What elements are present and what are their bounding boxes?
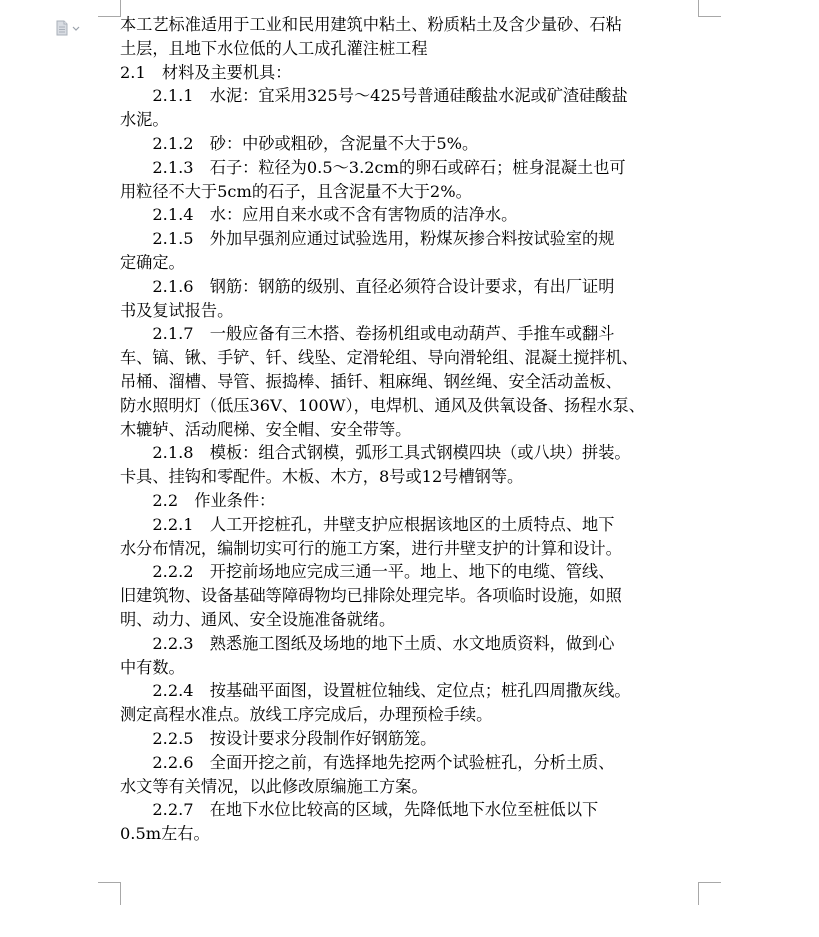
text-line: 测定高程水准点。放线工序完成后，办理预检手续。	[120, 705, 493, 725]
text-line: 用粒径不大于5cm的石子，且含泥量不大于2%。	[120, 181, 472, 201]
text-line: 水分布情况，编制切实可行的施工方案，进行井壁支护的计算和设计。	[120, 538, 622, 558]
text-line: 明、动力、通风、安全设施准备就绪。	[120, 609, 396, 629]
text-line: 2.1.3 石子：粒径为0.5～3.2cm的卵石或碎石；桩身混凝土也可	[120, 157, 626, 177]
text-line: 2.1.4 水：应用自来水或不含有害物质的洁净水。	[120, 205, 518, 225]
text-line: 2.1.1 水泥：宜采用325号～425号普通硅酸盐水泥或矿渣硅酸盐	[120, 86, 628, 106]
margin-corner-bottom-right	[698, 882, 721, 905]
document-icon	[56, 20, 82, 36]
text-line: 水文等有关情况，以此修改原编施工方案。	[120, 776, 428, 796]
text-line: 2.2.5 按设计要求分段制作好钢筋笼。	[120, 728, 437, 748]
paragraph-menu-button[interactable]	[56, 20, 82, 36]
text-line: 2.2.3 熟悉施工图纸及场地的地下土质、水文地质资料，做到心	[120, 633, 615, 653]
margin-corner-top-right	[698, 0, 721, 17]
document-text-body[interactable]	[120, 13, 700, 846]
text-line: 2.2.7 在地下水位比较高的区域，先降低地下水位至桩低以下	[120, 800, 599, 820]
text-line: 2.2.6 全面开挖之前，有选择地先挖两个试验桩孔，分析土质、	[120, 752, 615, 772]
text-line: 木辘轳、活动爬梯、安全帽、安全带等。	[120, 419, 412, 439]
chevron-down-icon	[73, 27, 79, 30]
text-line: 2.1.2 砂：中砂或粗砂，含泥量不大于5%。	[120, 133, 479, 153]
text-line: 2.1.6 钢筋：钢筋的级别、直径必须符合设计要求，有出厂证明	[120, 276, 615, 296]
text-line: 防水照明灯（低压36V、100W），电焊机、通风及供氧设备、扬程水泵、	[120, 395, 645, 415]
text-line: 旧建筑物、设备基础等障碍物均已排除处理完毕。各项临时设施，如照	[120, 586, 622, 606]
text-line: 中有数。	[120, 657, 185, 677]
text-line: 2.2.4 按基础平面图，设置桩位轴线、定位点；桩孔四周撒灰线。	[120, 681, 631, 701]
text-line: 水泥。	[120, 110, 169, 130]
text-line: 2.1.8 模板：组合式钢模，弧形工具式钢模四块（或八块）拼装。	[120, 443, 631, 463]
text-line: 2.2.2 开挖前场地应完成三通一平。地上、地下的电缆、管线、	[120, 562, 615, 582]
text-line: 车、镐、锹、手铲、钎、线坠、定滑轮组、导向滑轮组、混凝土搅拌机、	[120, 348, 638, 368]
text-line: 2.2 作业条件：	[120, 490, 276, 510]
text-line: 土层，且地下水位低的人工成孔灌注桩工程	[120, 38, 428, 58]
text-line: 2.2.1 人工开挖桩孔，井壁支护应根据该地区的土质特点、地下	[120, 514, 615, 534]
text-line: 书及复试报告。	[120, 300, 234, 320]
text-line: 定确定。	[120, 252, 185, 272]
text-line: 0.5m左右。	[120, 824, 210, 844]
text-line: 卡具、挂钩和零配件。木板、木方，8号或12号槽钢等。	[120, 467, 524, 487]
margin-corner-bottom-left	[98, 882, 121, 905]
text-line: 2.1.7 一般应备有三木搭、卷扬机组或电动葫芦、手推车或翻斗	[120, 324, 615, 344]
text-line: 吊桶、溜槽、导管、振捣棒、插钎、粗麻绳、钢丝绳、安全活动盖板、	[120, 371, 622, 391]
text-line: 本工艺标准适用于工业和民用建筑中粘土、粉质粘土及含少量砂、石粘	[120, 15, 622, 34]
text-line: 2.1.5 外加早强剂应通过试验选用，粉煤灰掺合料按试验室的规	[120, 229, 615, 249]
text-line: 2.1 材料及主要机具：	[120, 62, 292, 82]
margin-corner-top-left	[98, 0, 121, 17]
